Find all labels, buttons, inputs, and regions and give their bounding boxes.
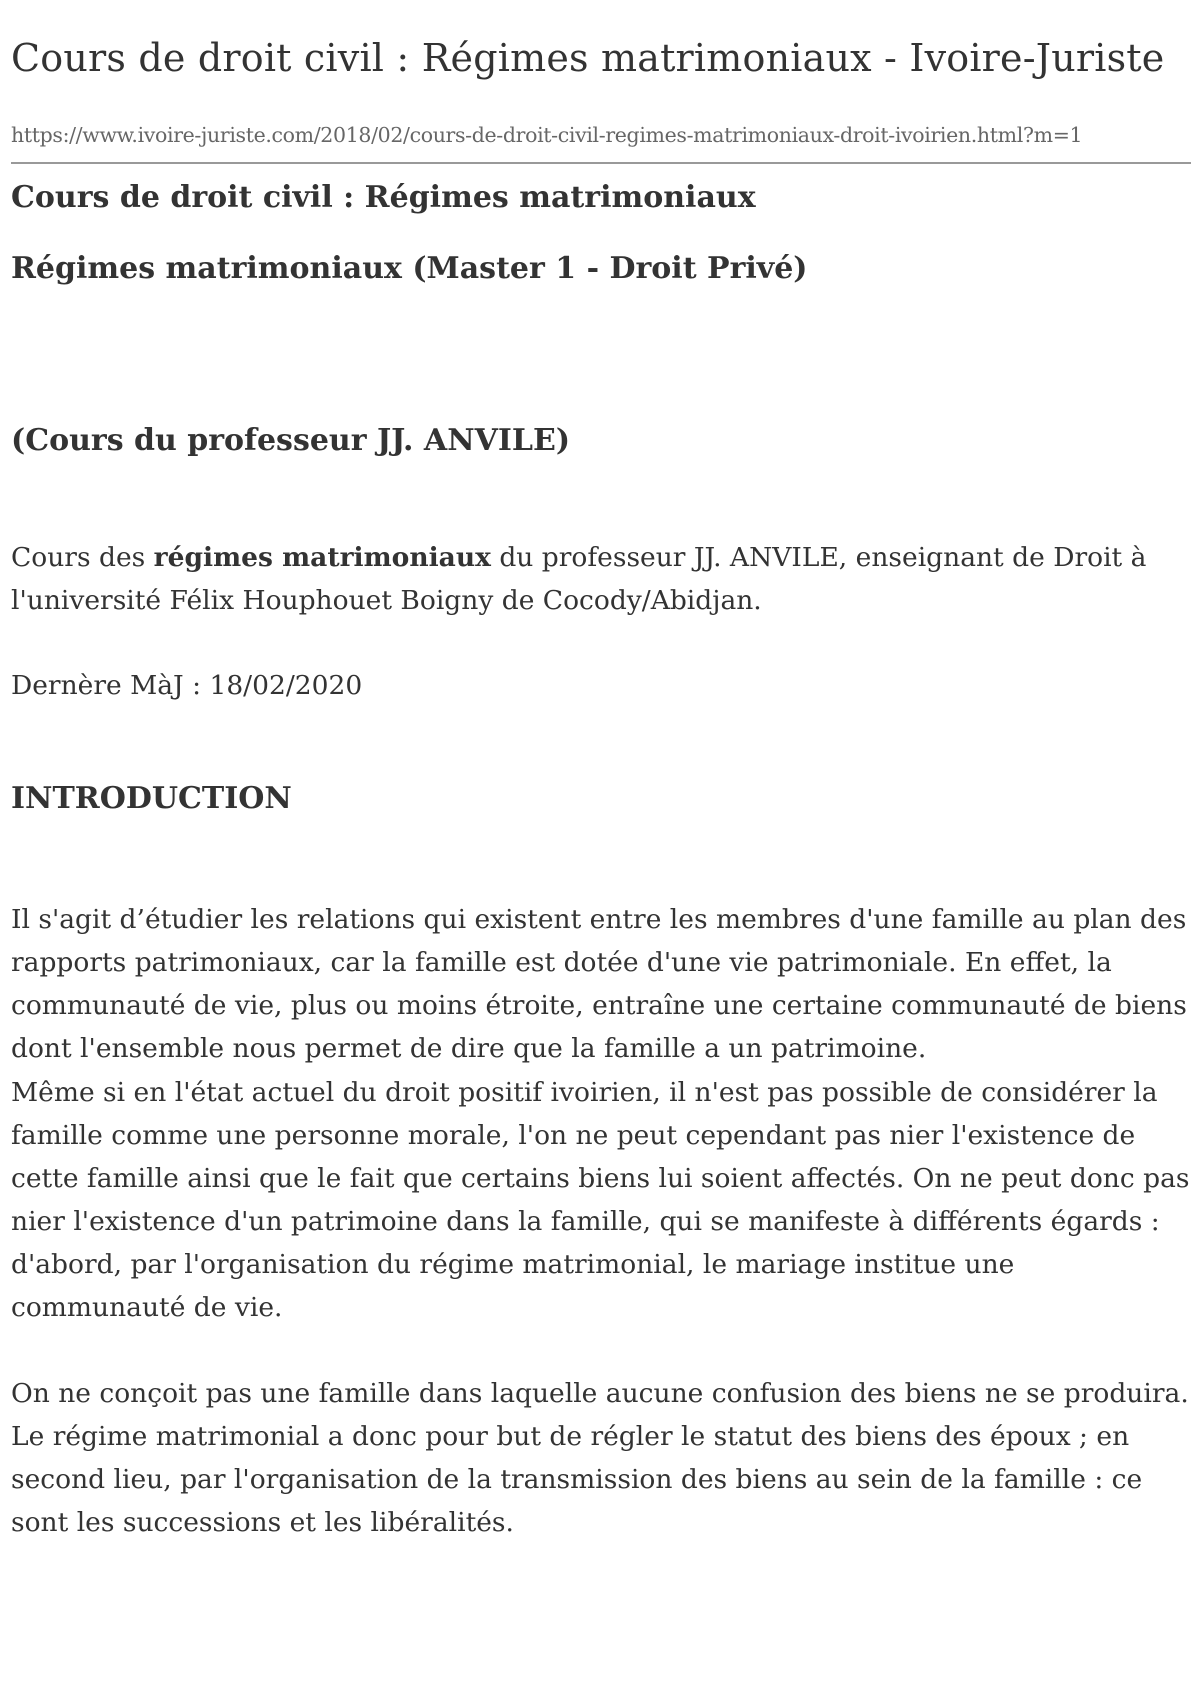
document-title: Cours de droit civil : Régimes matrimoniaux - Ivoire-Juriste	[11, 36, 1165, 80]
article-heading-main: Cours de droit civil : Régimes matrimoniaux	[11, 180, 756, 215]
last-updated: Dernère MàJ : 18/02/2020	[11, 670, 363, 701]
article-heading-professor: (Cours du professeur JJ. ANVILE)	[11, 423, 571, 458]
intro-text-bold: régimes matrimoniaux	[153, 542, 491, 573]
header-divider	[11, 162, 1191, 164]
document-url: https://www.ivoire-juriste.com/2018/02/cours-de-droit-civil-regimes-matrimoniaux-droit-ivoirien.html?m=1	[11, 123, 1083, 147]
body-paragraph-2: Même si en l'état actuel du droit positif ivoirien, il n'est pas possible de considérer la famille comme une personne morale, l'on ne peut cependant pas nier l'existence de cette famille ainsi que le fait que certains biens lui soient affectés. On ne peut donc pas nier l'existence d'un patrimoine dans la famille, qui se manifeste à différents égards : d'abord, par l'organisation du régime matrimonial, le mariage institue une communauté de vie.	[11, 1077, 1190, 1323]
body-paragraph-3: On ne conçoit pas une famille dans laquelle aucune confusion des biens ne se produira. Le régime matrimonial a donc pour but de régler le statut des biens des époux ; en second lieu, par l'organisation de la transmission des biens au sein de la famille : ce sont les successions et les libéralités.	[11, 1378, 1189, 1538]
intro-text-post: du professeur JJ. ANVILE, enseignant de Droit à l'université Félix Houphouet Boigny de Cocody/Abidjan.	[11, 542, 1147, 616]
article-heading-sub: Régimes matrimoniaux (Master 1 - Droit Privé)	[11, 251, 808, 286]
intro-paragraph	[11, 536, 1191, 622]
intro-text-pre: Cours des	[11, 542, 154, 573]
body-paragraph-1: Il s'agit d’étudier les relations qui existent entre les membres d'une famille au plan des rapports patrimoniaux, car la famille est dotée d'une vie patrimoniale. En effet, la communauté de vie, plus ou moins étroite, entraîne une certaine communauté de biens dont l'ensemble nous permet de dire que la famille a un patrimoine.	[11, 904, 1187, 1064]
section-heading-introduction: INTRODUCTION	[11, 781, 292, 816]
